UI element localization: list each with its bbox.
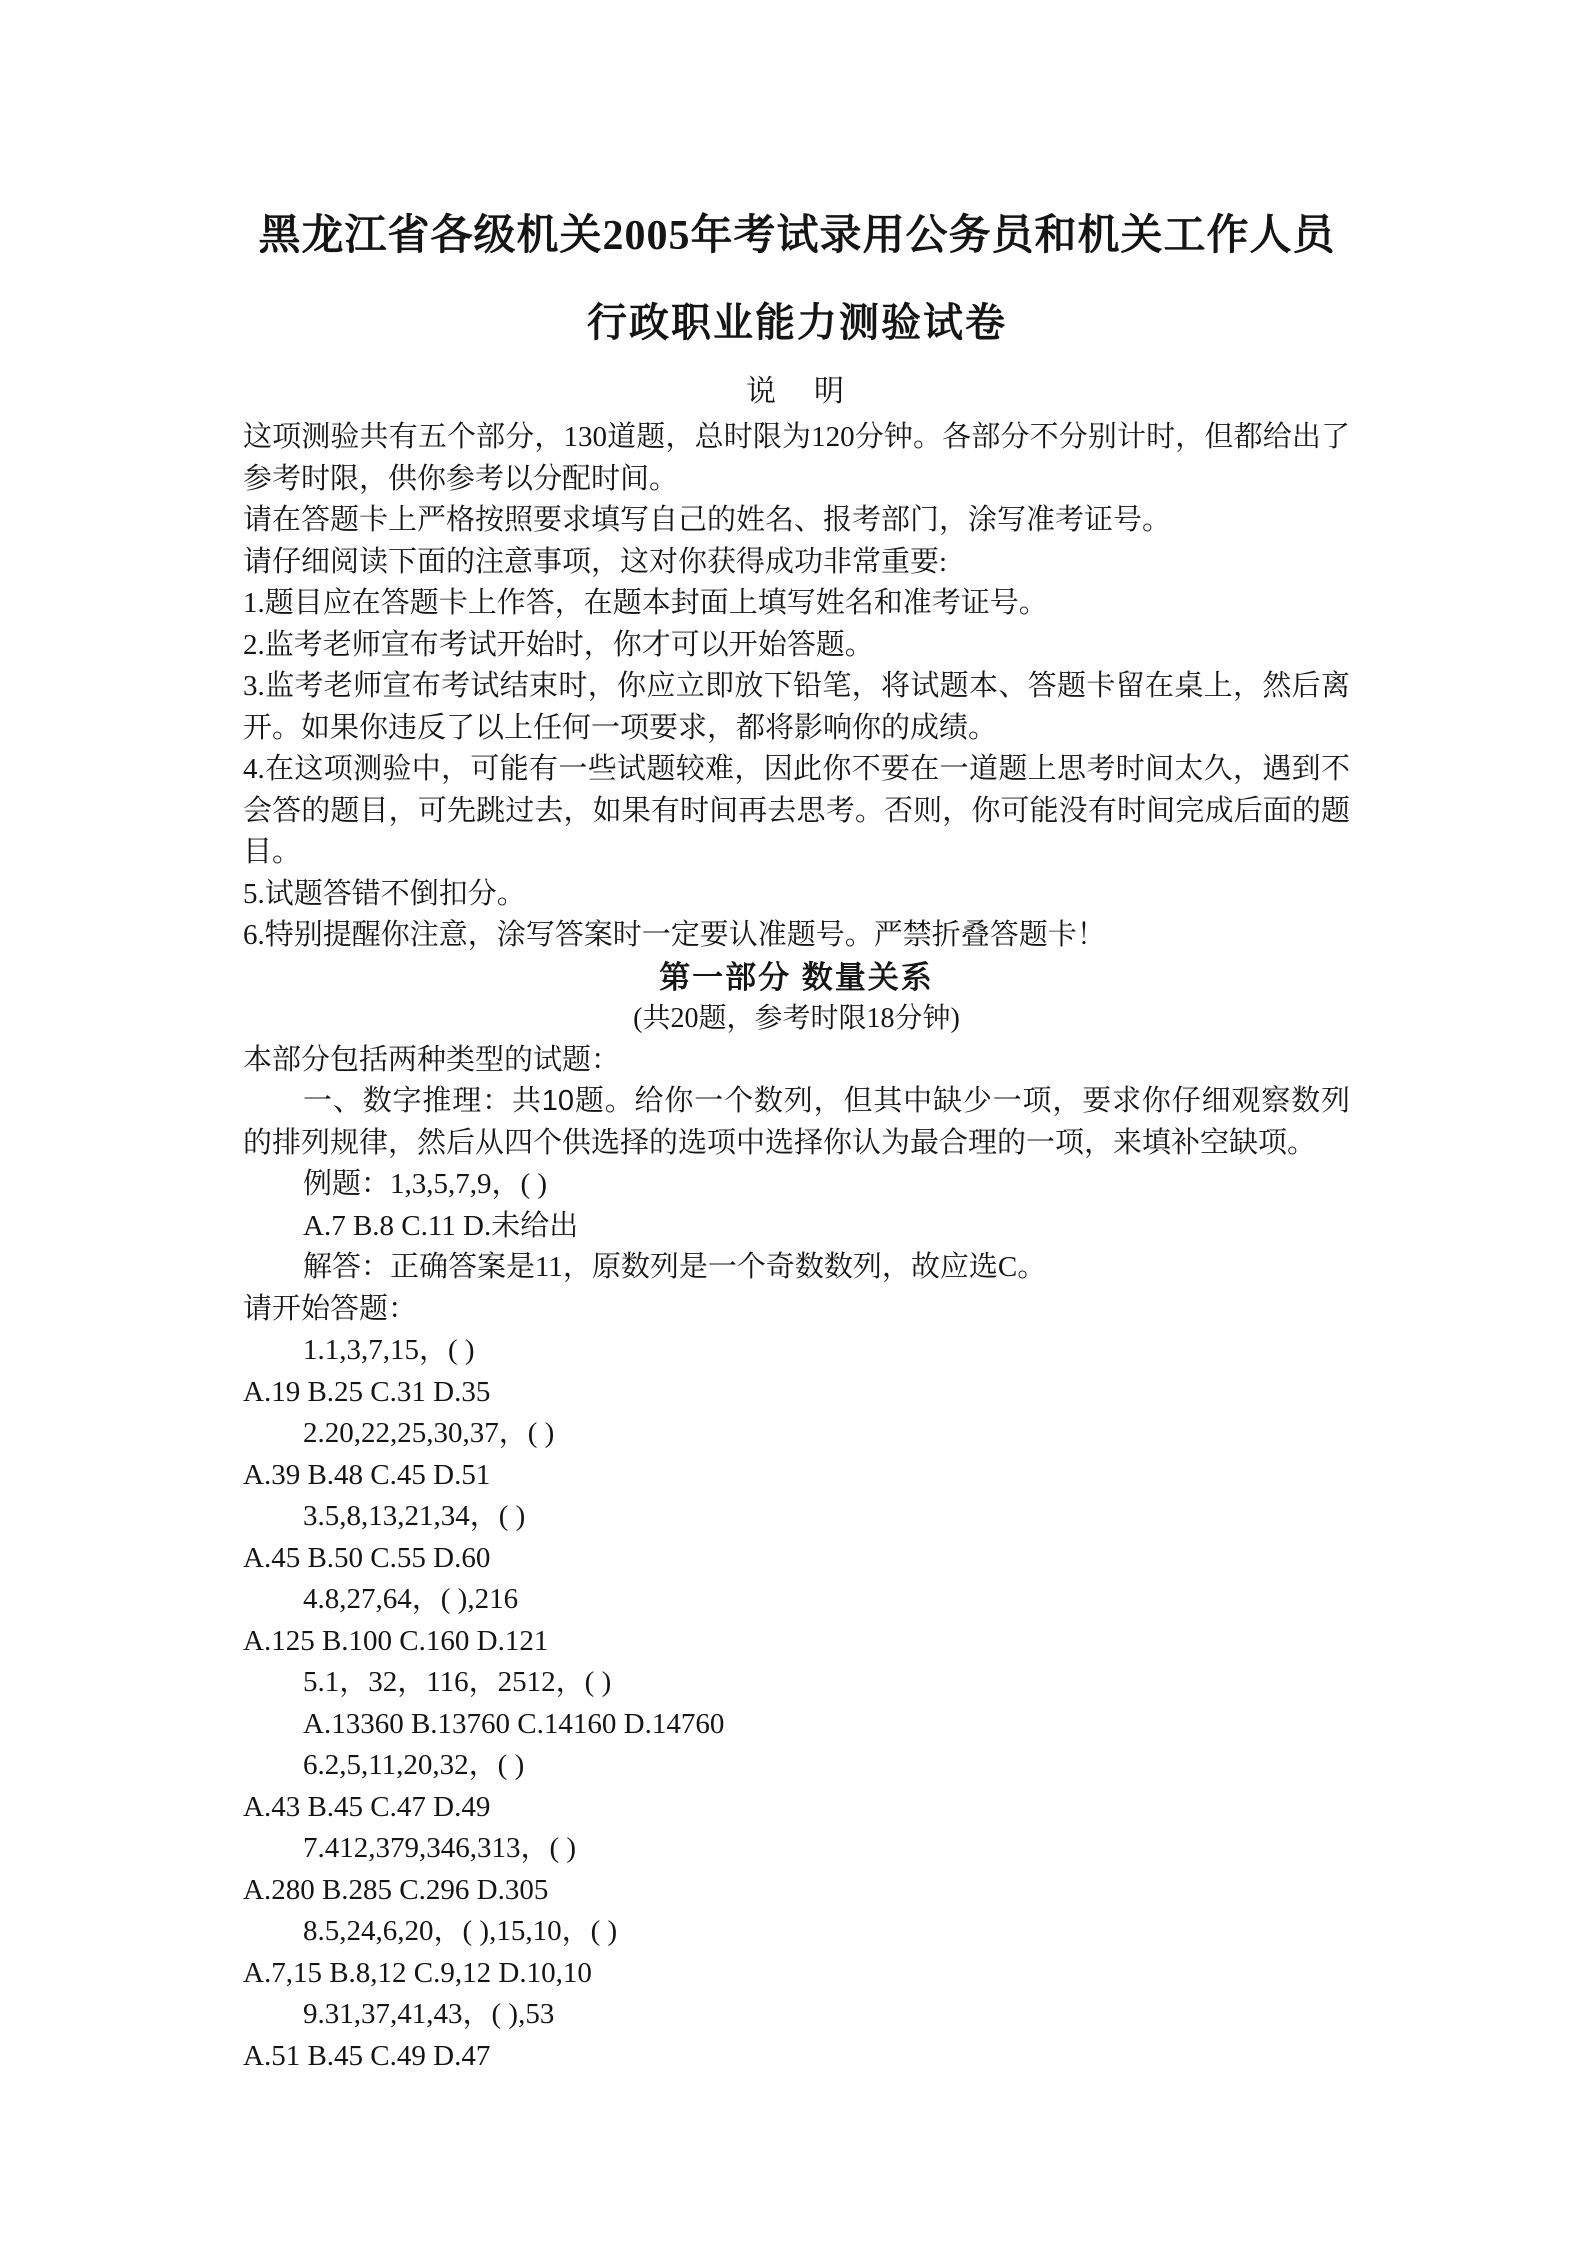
part1-heading: 第一部分 数量关系 bbox=[659, 959, 934, 995]
notice-heading: 说 明 bbox=[746, 375, 848, 408]
question-7-options: A.280 B.285 C.296 D.305 bbox=[243, 1873, 549, 1906]
notice-paragraph-overview: 这项测验共有五个部分，130道题，总时限为120分钟。各部分不分别计时，但都给出了参考时限，供你参考以分配时间。 bbox=[243, 421, 1350, 495]
example-answer: 解答：正确答案是11，原数列是一个奇数数列，故应选C。 bbox=[303, 1251, 1047, 1283]
question-9-options: A.51 B.45 C.49 D.47 bbox=[243, 2039, 491, 2072]
part1-intro: 本部分包括两种类型的试题： bbox=[243, 1043, 621, 1076]
notice-item-3: 3.监考老师宣布考试结束时，你应立即放下铅笔，将试题本、答题卡留在桌上，然后离开。如果你违反了以上任何一项要求，都将影响你的成绩。 bbox=[243, 670, 1350, 744]
question-4-prompt: 4.8,27,64，( ),216 bbox=[303, 1583, 519, 1615]
document-body bbox=[0, 417, 1594, 2077]
question-3-options: A.45 B.50 C.55 D.60 bbox=[243, 1541, 491, 1574]
question-5-options: A.13360 B.13760 C.14160 D.14760 bbox=[303, 1707, 725, 1740]
example-prompt: 例题：1,3,5,7,9，( ) bbox=[303, 1168, 548, 1200]
notice-item-6: 6.特别提醒你注意，涂写答案时一定要认准题号。严禁折叠答题卡！ bbox=[243, 919, 1106, 951]
question-7-prompt: 7.412,379,346,313，( ) bbox=[303, 1832, 577, 1864]
question-2-options: A.39 B.48 C.45 D.51 bbox=[243, 1458, 491, 1491]
notice-paragraph-answersheet: 请在答题卡上严格按照要求填写自己的姓名、报考部门，涂写准考证号。 bbox=[243, 504, 1172, 536]
notice-item-2: 2.监考老师宣布考试开始时，你才可以开始答题。 bbox=[243, 628, 874, 661]
exam-title-line1: 黑龙江省各级机关2005年考试录用公务员和机关工作人员 bbox=[258, 213, 1336, 259]
question-5-prompt: 5.1，32，116，2512，( ) bbox=[303, 1666, 612, 1698]
question-1-options: A.19 B.25 C.31 D.35 bbox=[243, 1375, 491, 1408]
notice-item-5: 5.试题答错不倒扣分。 bbox=[243, 877, 526, 910]
part1-time-limit: (共20题，参考时限18分钟) bbox=[633, 1003, 960, 1034]
notice-paragraph-readcareful: 请仔细阅读下面的注意事项，这对你获得成功非常重要: bbox=[243, 545, 948, 578]
exam-title-line2: 行政职业能力测验试卷 bbox=[587, 300, 1007, 345]
question-1-prompt: 1.1,3,7,15，( ) bbox=[303, 1334, 475, 1366]
start-prompt: 请开始答题： bbox=[243, 1292, 418, 1325]
question-4-options: A.125 B.100 C.160 D.121 bbox=[243, 1624, 549, 1657]
question-6-options: A.43 B.45 C.47 D.49 bbox=[243, 1790, 491, 1823]
type1-description: 一、数字推理：共10题。给你一个数列，但其中缺少一项，要求你仔细观察数列的排列规律，然后从四个供选择的选项中选择你认为最合理的一项，来填补空缺项。 bbox=[243, 1085, 1350, 1159]
question-8-options: A.7,15 B.8,12 C.9,12 D.10,10 bbox=[243, 1956, 592, 1989]
notice-item-4: 4.在这项测验中，可能有一些试题较难，因此你不要在一道题上思考时间太久，遇到不会答的题目，可先跳过去，如果有时间再去思考。否则，你可能没有时间完成后面的题目。 bbox=[243, 753, 1350, 868]
example-options: A.7 B.8 C.11 D.未给出 bbox=[303, 1209, 579, 1242]
question-8-prompt: 8.5,24,6,20，( ),15,10，( ) bbox=[303, 1915, 618, 1947]
notice-item-1: 1.题目应在答题卡上作答，在题本封面上填写姓名和准考证号。 bbox=[243, 587, 1048, 619]
question-9-prompt: 9.31,37,41,43，( ),53 bbox=[303, 1998, 555, 2030]
question-2-prompt: 2.20,22,25,30,37，( ) bbox=[303, 1417, 555, 1449]
question-3-prompt: 3.5,8,13,21,34，( ) bbox=[303, 1500, 526, 1532]
question-6-prompt: 6.2,5,11,20,32，( ) bbox=[303, 1749, 525, 1781]
